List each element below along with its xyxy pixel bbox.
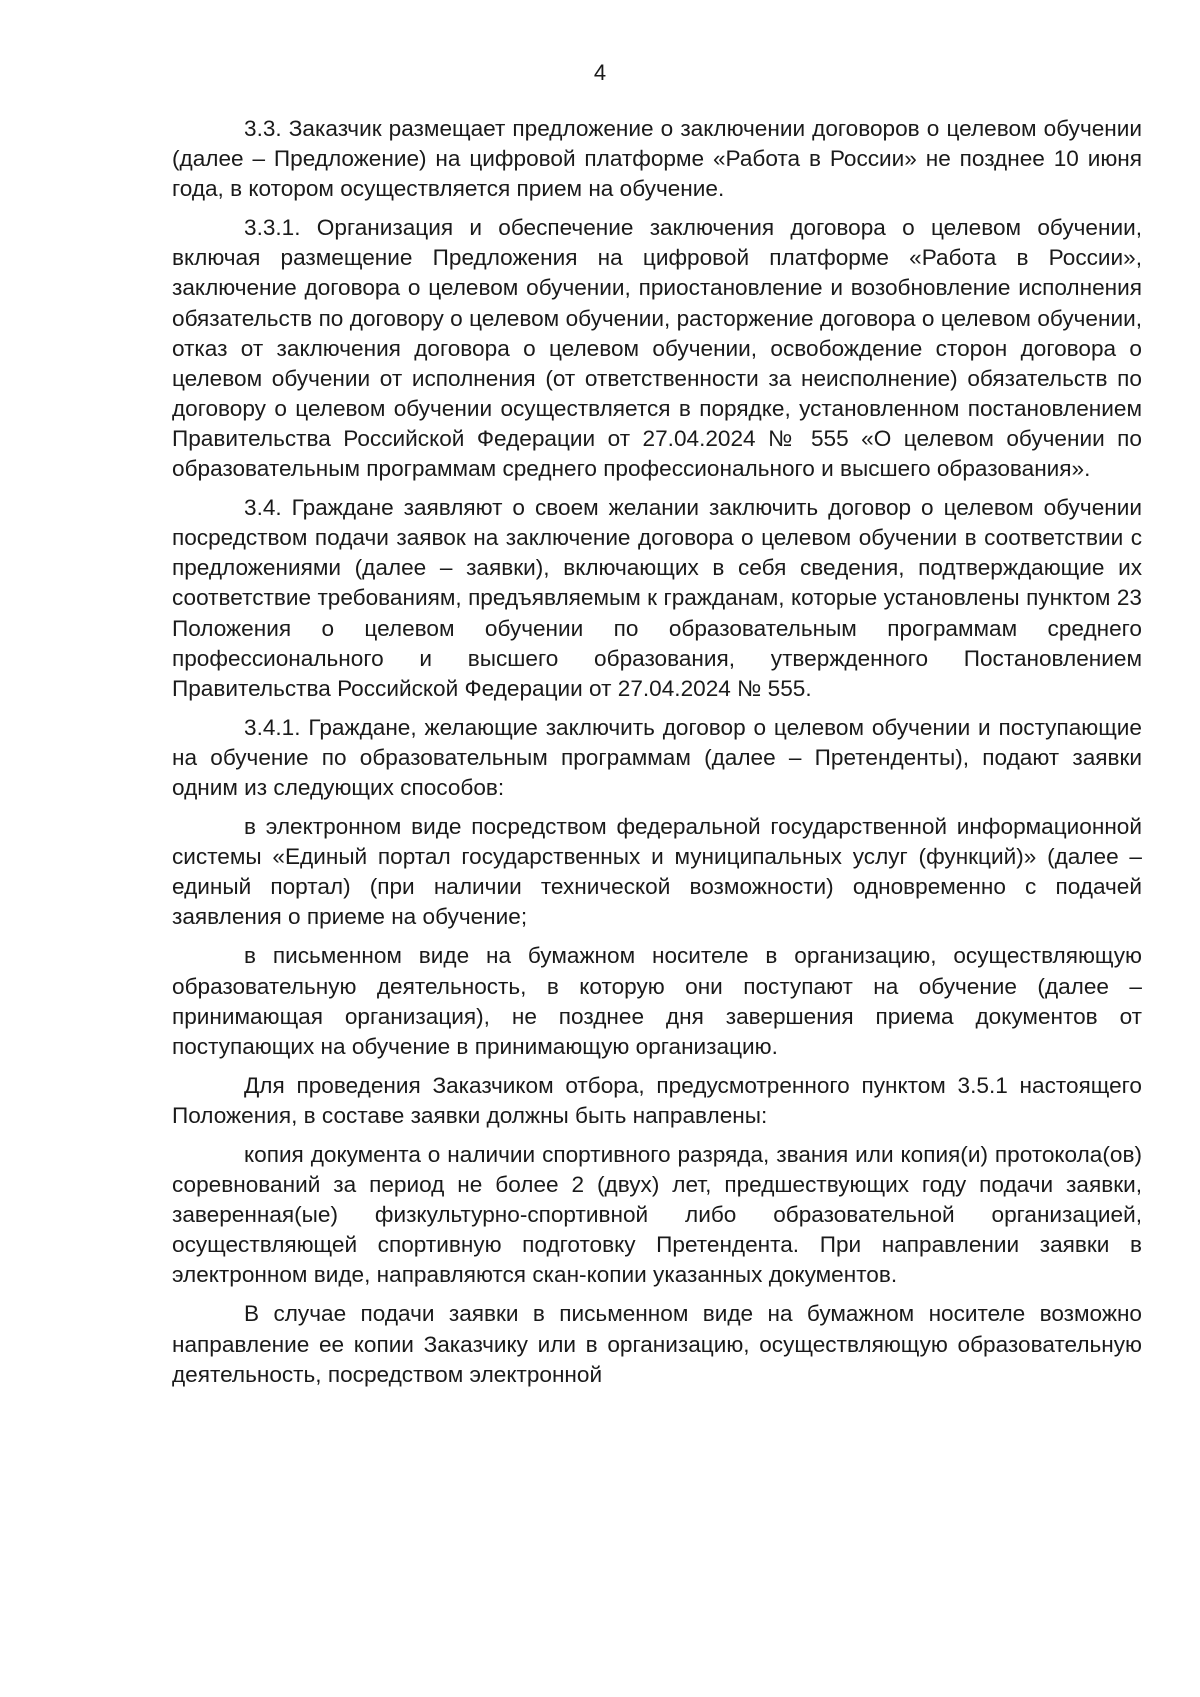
paragraph-paper-submission: в письменном виде на бумажном носителе в организацию, осуществляющую образовательную деятельность, в которую они поступают на обучение (далее – принимающая организация), не позднее дня завершения приема документов от поступающих на обучение в принимающую организацию. [172,943,1142,1059]
document-body [172,114,1142,1399]
paragraph-electronic-submission: в электронном виде посредством федеральной государственной информационной системы «Единый портал государственных и муниципальных услуг (функций)» (далее – единый портал) (при наличии технической возможности) одновременно с подачей заявления о приеме на обучение; [172,814,1142,930]
paragraph-3-3: 3.3. Заказчик размещает предложение о заключении договоров о целевом обучении (далее – Предложение) на цифровой платформе «Работа в России» не позднее 10 июня года, в котором осуществляется прием на обучение. [172,116,1142,202]
paragraph-selection-requirements: Для проведения Заказчиком отбора, предусмотренного пунктом 3.5.1 настоящего Положения, в составе заявки должны быть направлены: [172,1072,1142,1128]
paragraph-document-copy: копия документа о наличии спортивного разряда, звания или копия(и) протокола(ов) соревнований за период не более 2 (двух) лет, предшествующих году подачи заявки, заверенная(ые) физкультурно-спортивной либо образовательной организацией, осуществляющей спортивную подготовку Претендента. При направлении заявки в электронном виде, направляются скан-копии указанных документов. [172,1142,1142,1288]
paragraph-3-4-1: 3.4.1. Граждане, желающие заключить договор о целевом обучении и поступающие на обучение по образовательным программам (далее – Претенденты), подают заявки одним из следующих способов: [172,714,1142,800]
paragraph-3-3-1: 3.3.1. Организация и обеспечение заключения договора о целевом обучении, включая размещение Предложения на цифровой платформе «Работа в России», заключение договора о целевом обучении, приостановление и возобновление исполнения обязательств по договору о целевом обучении, расторжение договора о целевом обучении, отказ от заключения договора о целевом обучении, освобождение сторон договора о целевом обучении от исполнения (от ответственности за неисполнение) обязательств по договору о целевом обучении осуществляется в порядке, установленном постановлением Правительства Российской Федерации от 27.04.2024 № 555 «О целевом обучении по образовательным программам среднего профессионального и высшего образования». [172,215,1142,482]
paragraph-3-4: 3.4. Граждане заявляют о своем желании заключить договор о целевом обучении посредством подачи заявок на заключение договора о целевом обучении в соответствии с предложениями (далее – заявки), включающих в себя сведения, подтверждающие их соответствие требованиям, предъявляемым к гражданам, которые установлены пунктом 23 Положения о целевом обучении по образовательным программам среднего профессионального и высшего образования, утвержденного Постановлением Правительства Российской Федерации от 27.04.2024 № 555. [172,495,1142,701]
page-number: 4 [593,60,607,85]
paragraph-paper-copy-submission: В случае подачи заявки в письменном виде на бумажном носителе возможно направление ее копии Заказчику или в организацию, осуществляющую образовательную деятельность, посредством электронной [172,1301,1142,1387]
